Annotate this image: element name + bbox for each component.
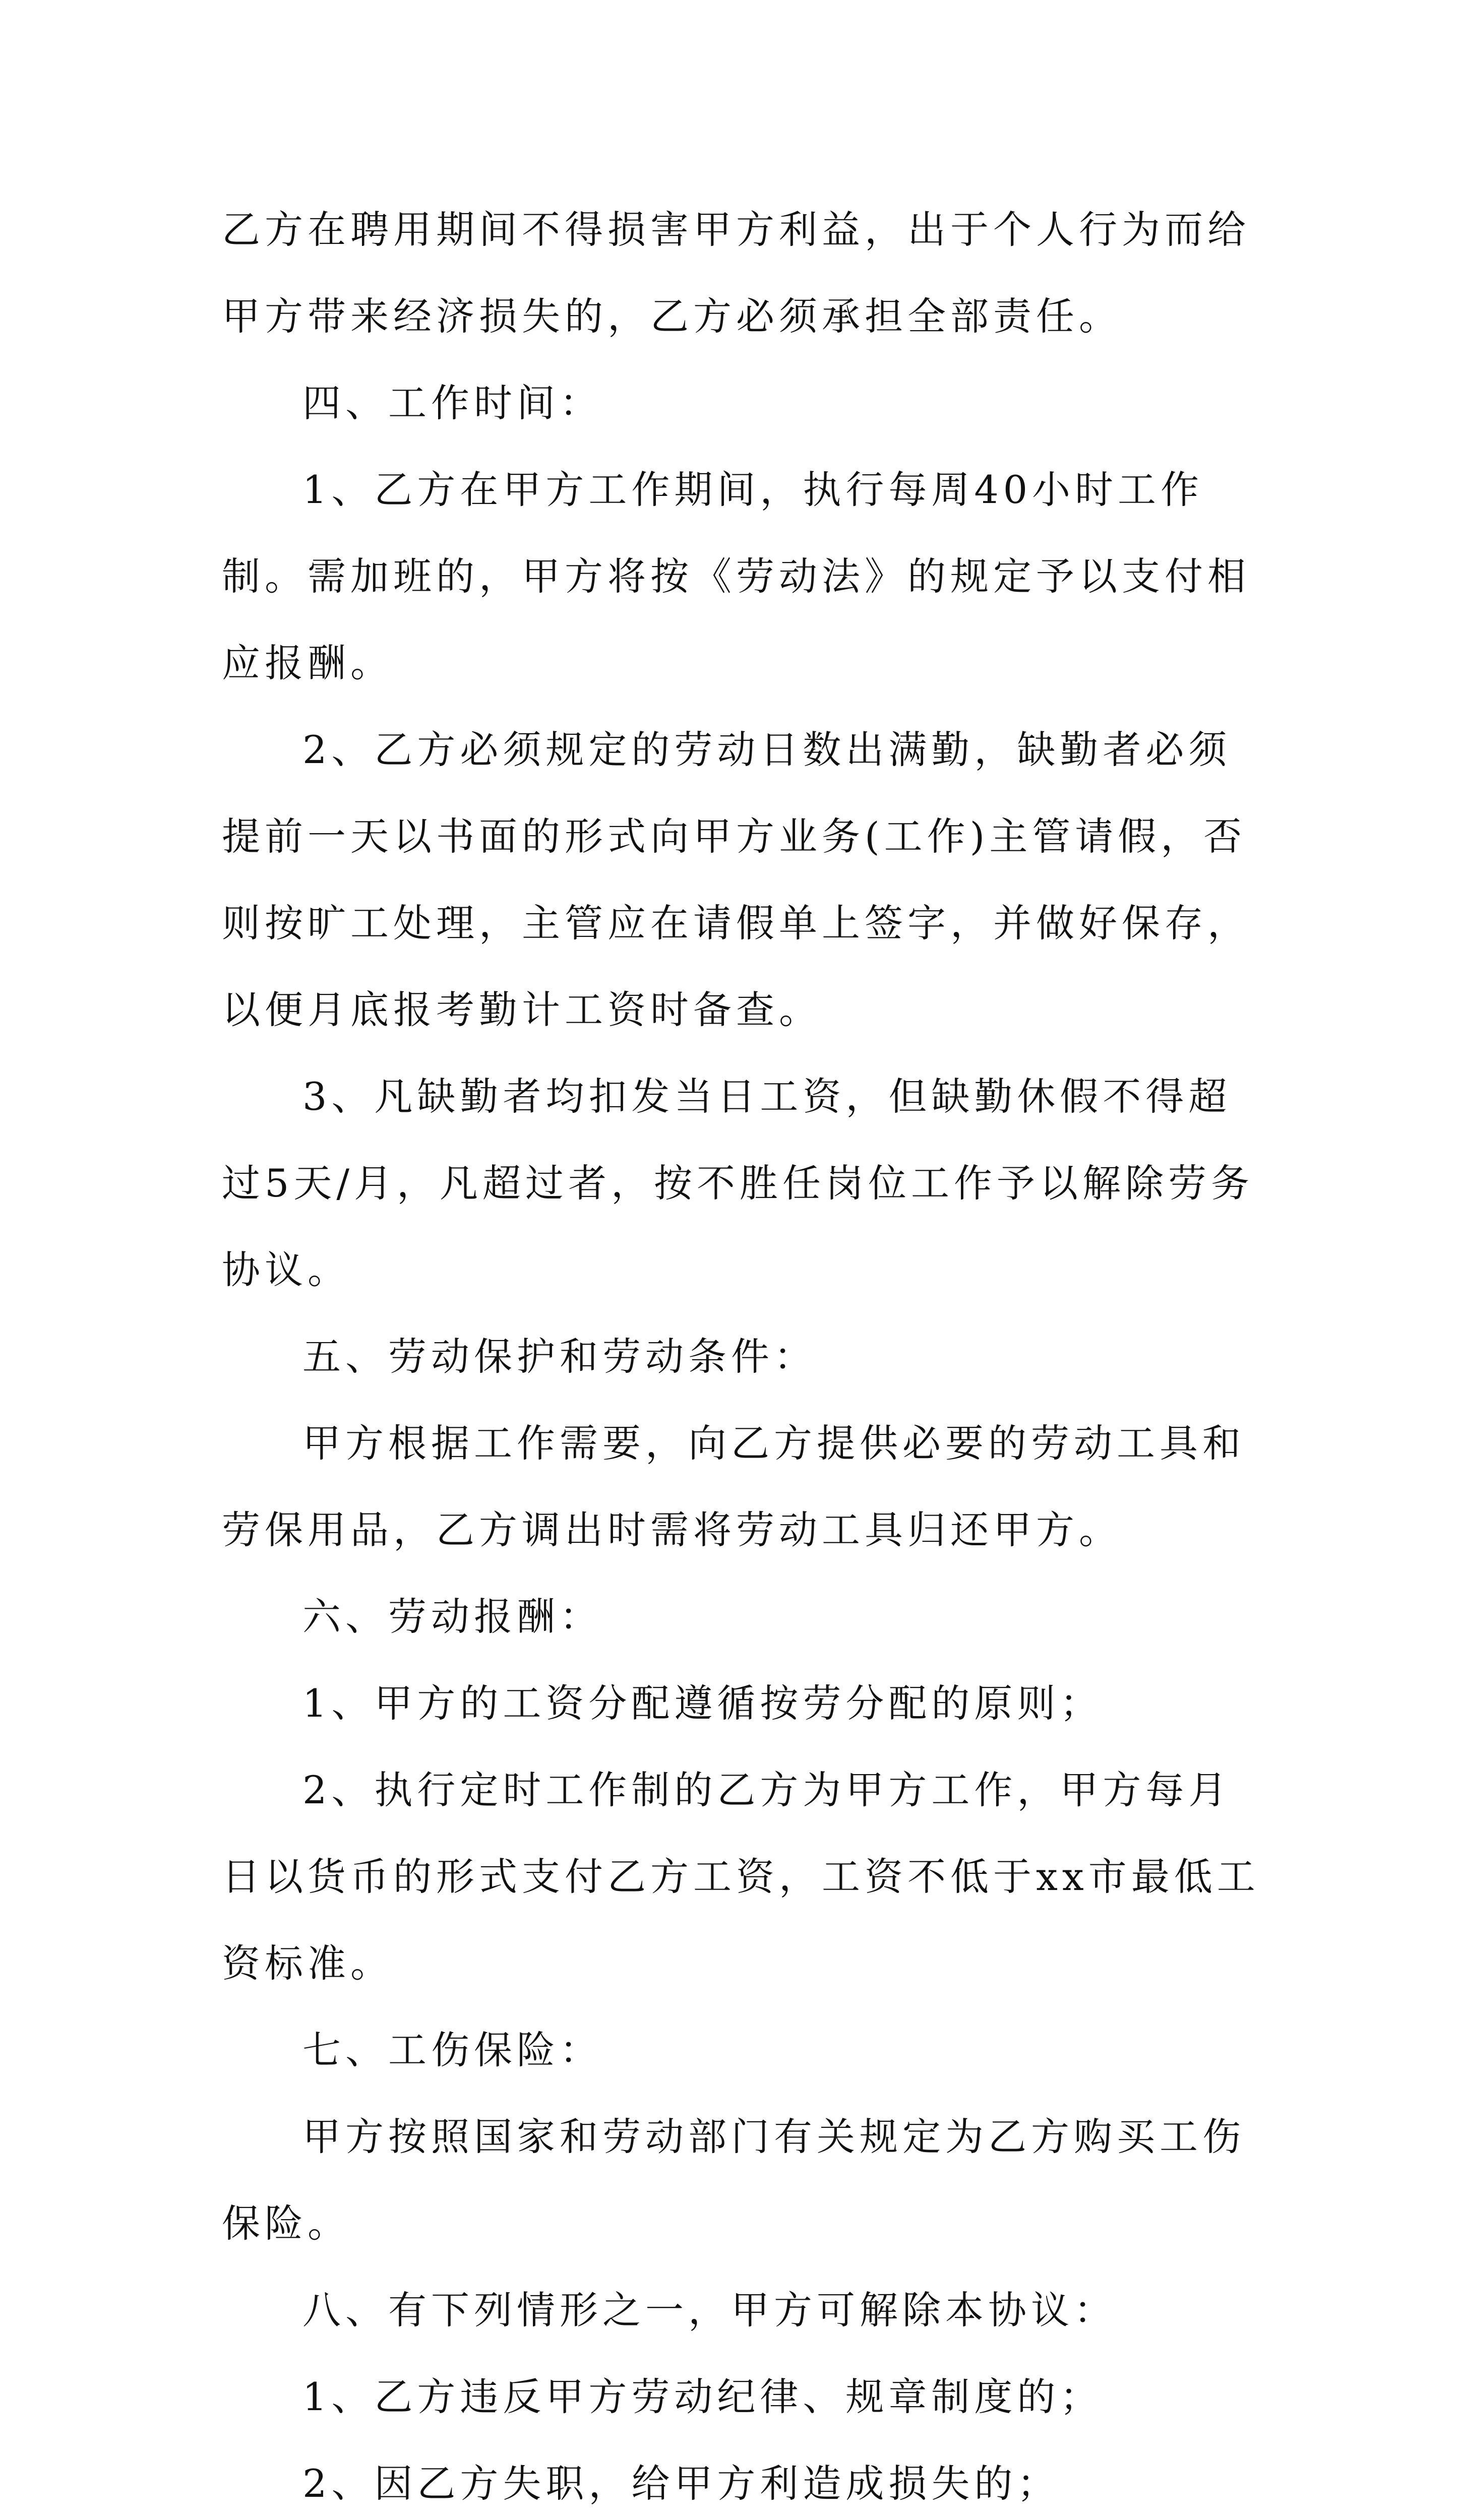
paragraph-wage-payment: 2、执行定时工作制的乙方为甲方工作，甲方每月日以货币的形式支付乙方工资，工资不低于xx市最低工资标准。 [222,1768,1260,1986]
heading-working-hours: 四、工作时间： [302,381,602,425]
paragraph-attendance: 2、乙方必须规定的劳动日数出满勤，缺勤者必须提前一天以书面的形式向甲方业务(工作)主管请假，否则按旷工处理，主管应在请假单上签字，并做好保存，以便月底报考勤计工资时备查。 [222,727,1250,1032]
paragraph-termination-item-1: 1、乙方违反甲方劳动纪律、规章制度的； [302,2374,1103,2419]
heading-injury-insurance: 七、工伤保险： [302,2028,602,2072]
document-body [222,186,1260,2520]
paragraph-absence-deduction: 3、凡缺勤者均扣发当日工资，但缺勤休假不得超过5天/月，凡超过者，按不胜任岗位工作予以解除劳务协议。 [222,1074,1254,1292]
paragraph-wage-principle: 1、甲方的工资分配遵循按劳分配的原则； [302,1681,1103,1726]
heading-termination: 八、有下列情形之一，甲方可解除本协议： [302,2288,1117,2333]
heading-labor-protection: 五、劳动保护和劳动条件： [302,1334,817,1379]
paragraph-liability: 乙方在聘用期间不得损害甲方利益，出于个人行为而给甲方带来经济损失的，乙方必须承担全部责任。 [222,207,1250,339]
paragraph-insurance: 甲方按照国家和劳动部门有关规定为乙方购买工伤保险。 [222,2114,1245,2246]
paragraph-labor-tools: 甲方根据工作需要，向乙方提供必要的劳动工具和劳保用品，乙方调出时需将劳动工具归还甲方。 [222,1421,1245,1552]
paragraph-termination-item-2: 2、因乙方失职，给甲方利造成损失的； [302,2461,1060,2506]
heading-remuneration: 六、劳动报酬： [302,1594,602,1639]
paragraph-weekly-hours: 1、乙方在甲方工作期间，执行每周40小时工作制。需加班的，甲方将按《劳动法》的规定予以支付相应报酬。 [222,467,1250,685]
